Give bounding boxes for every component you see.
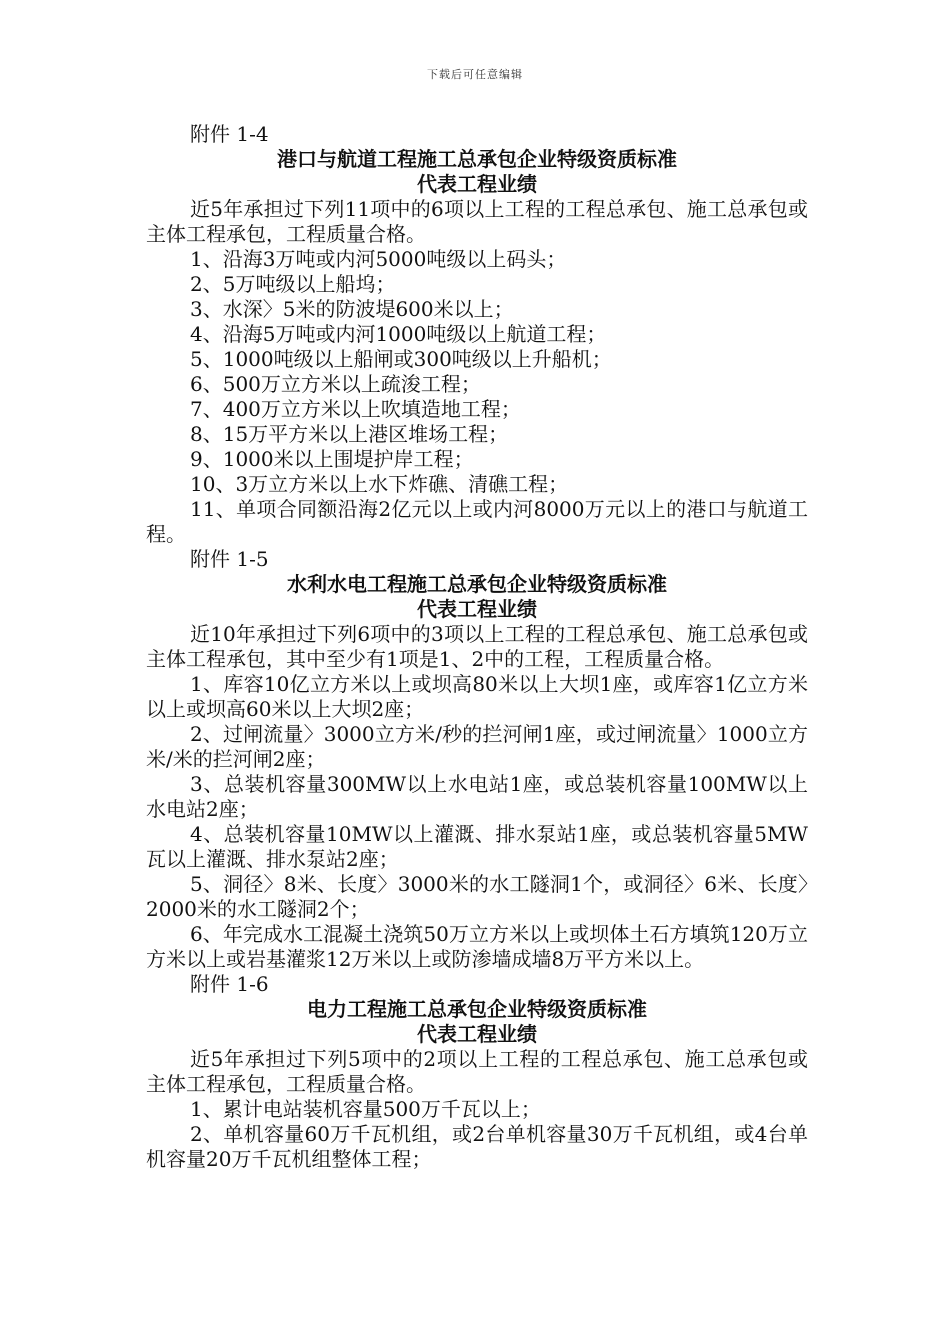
attachment-label: 附件 1-6 <box>190 972 269 996</box>
list-item: 2、单机容量60万千瓦机组，或2台单机容量30万千瓦机组，或4台单机容量20万千瓦机组整体工程； <box>146 1122 808 1171</box>
list-item: 8、15万平方米以上港区堆场工程； <box>190 422 509 446</box>
section-subtitle: 代表工程业绩 <box>417 597 537 621</box>
list-item: 4、总装机容量10MW以上灌溉、排水泵站1座，或总装机容量5MW瓦以上灌溉、排水泵站2座； <box>146 822 808 871</box>
list-item: 6、年完成水工混凝土浇筑50万立方米以上或坝体土石方填筑120万立方米以上或岩基灌浆12万米以上或防渗墙成墙8万平方米以上。 <box>146 922 808 971</box>
list-item: 5、洞径〉8米、长度〉3000米的水工隧洞1个，或洞径〉6米、长度〉2000米的水工隧洞2个； <box>146 872 808 921</box>
list-item: 9、1000米以上围堤护岸工程； <box>190 447 474 471</box>
section-subtitle: 代表工程业绩 <box>417 1022 537 1046</box>
list-item: 4、沿海5万吨或内河1000吨级以上航道工程； <box>190 322 607 346</box>
header-note: 下载后可任意编辑 <box>427 68 523 81</box>
attachment-label: 附件 1-4 <box>190 122 269 146</box>
section-subtitle: 代表工程业绩 <box>417 172 537 196</box>
list-item: 2、5万吨级以上船坞； <box>190 272 396 296</box>
list-item: 2、过闸流量〉3000立方米/秒的拦河闸1座，或过闸流量〉1000立方米/米的拦河闸2座； <box>146 722 808 771</box>
list-item: 1、累计电站装机容量500万千瓦以上； <box>190 1097 541 1121</box>
list-item: 6、500万立方米以上疏浚工程； <box>190 372 481 396</box>
section-title: 水利水电工程施工总承包企业特级资质标准 <box>287 572 667 596</box>
paragraph: 近5年承担过下列11项中的6项以上工程的工程总承包、施工总承包或主体工程承包，工程质量合格。 <box>146 197 808 246</box>
list-item: 7、400万立方米以上吹填造地工程； <box>190 397 521 421</box>
section-attachment-1-6 <box>146 972 808 1172</box>
list-item: 5、1000吨级以上船闸或300吨级以上升船机； <box>190 347 612 371</box>
list-item: 3、水深〉5米的防波堤600米以上； <box>190 297 514 321</box>
list-item: 10、3万立方米以上水下炸礁、清礁工程； <box>190 472 569 496</box>
section-title: 电力工程施工总承包企业特级资质标准 <box>307 997 647 1021</box>
section-attachment-1-5 <box>146 547 808 972</box>
attachment-label: 附件 1-5 <box>190 547 269 571</box>
section-title: 港口与航道工程施工总承包企业特级资质标准 <box>277 147 677 171</box>
list-item: 1、沿海3万吨或内河5000吨级以上码头； <box>190 247 567 271</box>
section-attachment-1-4 <box>146 122 808 547</box>
list-item: 1、库容10亿立方米以上或坝高80米以上大坝1座，或库容1亿立方米以上或坝高60米以上大坝2座； <box>146 672 808 721</box>
document-body <box>146 122 808 1172</box>
list-item: 11、单项合同额沿海2亿元以上或内河8000万元以上的港口与航道工程。 <box>146 497 808 546</box>
paragraph: 近10年承担过下列6项中的3项以上工程的工程总承包、施工总承包或主体工程承包，其中至少有1项是1、2中的工程，工程质量合格。 <box>146 622 808 671</box>
paragraph: 近5年承担过下列5项中的2项以上工程的工程总承包、施工总承包或主体工程承包，工程质量合格。 <box>146 1047 808 1096</box>
list-item: 3、总装机容量300MW以上水电站1座，或总装机容量100MW以上水电站2座； <box>146 772 808 821</box>
